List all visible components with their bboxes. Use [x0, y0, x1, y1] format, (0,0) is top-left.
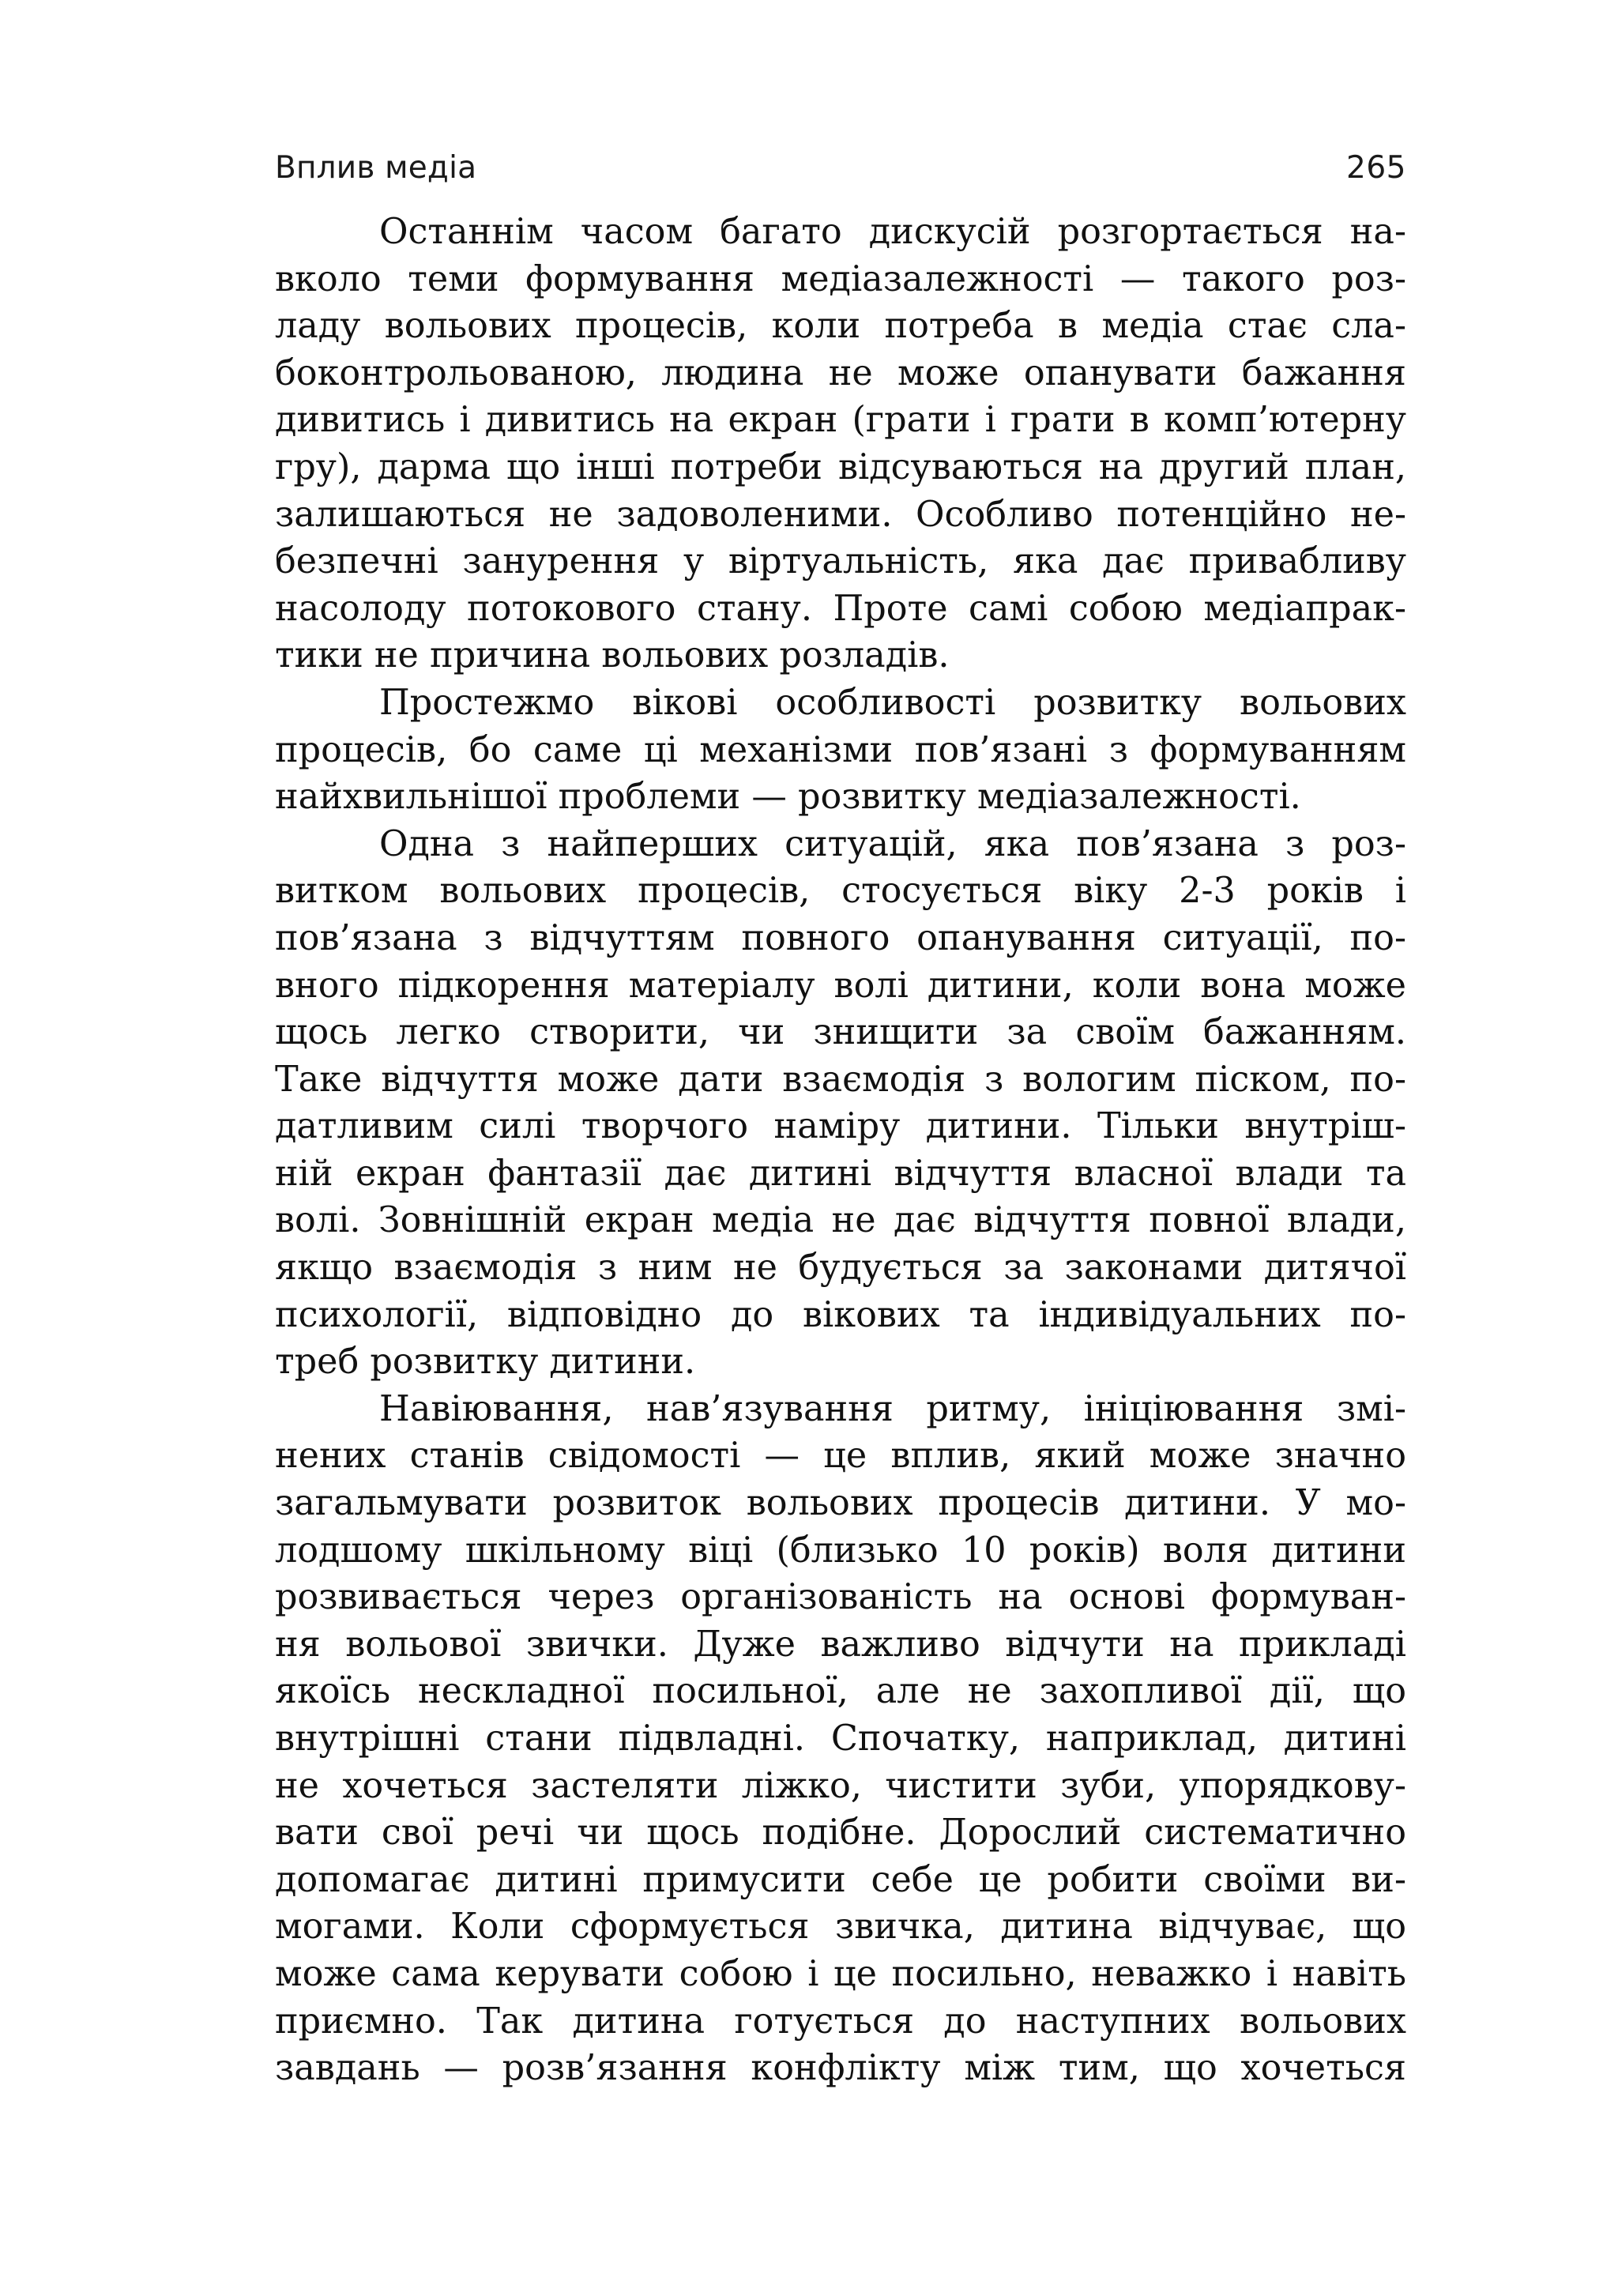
text-line: вколо теми формування медіазалежності — такого роз-: [275, 258, 1406, 299]
paragraph: [275, 679, 1406, 821]
text-line: допомагає дитині примусити себе це робити своїми ви-: [275, 1859, 1406, 1900]
paragraph: [275, 209, 1406, 679]
text-line: може сама керувати собою і це посильно, неважко і навіть: [275, 1953, 1406, 1994]
text-line: вного підкорення матеріалу волі дитини, коли вона може: [275, 965, 1406, 1006]
text-line: пов’язана з відчуттям повного опанування ситуації, по-: [275, 917, 1406, 958]
text-line: насолоду потокового стану. Проте самі собою медіапрак-: [275, 588, 1406, 629]
text-line: загальмувати розвиток вольових процесів дитини. У мо-: [275, 1483, 1406, 1524]
text-line: процесів, бо саме ці механізми пов’язані з формуванням: [275, 729, 1406, 770]
text-line: дивитись і дивитись на екран (грати і грати в комп’ютерну: [275, 400, 1406, 441]
paragraph: [275, 821, 1406, 1386]
text-line: Навіювання, нав’язування ритму, ініціювання змі-: [379, 1388, 1406, 1429]
text-line: безпечні занурення у віртуальність, яка дає привабливу: [275, 541, 1406, 582]
text-line: Одна з найперших ситуацій, яка пов’язана з роз-: [379, 823, 1406, 864]
text-line: найхвильнішої проблеми — розвитку медіазалежності.: [275, 777, 1301, 818]
text-line: лодшому шкільному віці (близько 10 років) воля дитини: [275, 1530, 1406, 1571]
running-header: [275, 150, 1406, 198]
text-line: завдань — розв’язання конфлікту між тим, що хочеться: [275, 2048, 1406, 2089]
text-line: якщо взаємодія з ним не будується за законами дитячої: [275, 1248, 1406, 1289]
text-line: залишаються не задоволеними. Особливо потенційно не-: [275, 494, 1406, 535]
page-number: 265: [1346, 150, 1406, 186]
text-line: приємно. Так дитина готується до наступних вольових: [275, 2001, 1406, 2042]
text-line: боконтрольованою, людина не може опанувати бажання: [275, 352, 1406, 393]
text-line: Останнім часом багато дискусій розгортається на-: [379, 212, 1406, 252]
text-line: ній екран фантазії дає дитині відчуття власної влади та: [275, 1153, 1406, 1194]
text-line: вати свої речі чи щось подібне. Дорослий систематично: [275, 1812, 1406, 1854]
text-line: тики не причина вольових розладів.: [275, 635, 950, 676]
text-line: волі. Зовнішній екран медіа не дає відчуття повної влади,: [275, 1200, 1406, 1241]
text-line: могами. Коли сформується звичка, дитина відчуває, що: [275, 1906, 1406, 1948]
text-line: гру), дарма що інші потреби відсуваються на другий план,: [275, 446, 1406, 487]
text-line: якоїсь нескладної посильної, але не захопливої дії, що: [275, 1671, 1406, 1712]
text-line: витком вольових процесів, стосується віку 2-3 років і: [275, 871, 1406, 912]
body-text: [275, 209, 1406, 2092]
text-line: не хочеться застеляти ліжко, чистити зуби, упорядкову-: [275, 1765, 1406, 1806]
text-line: щось легко створити, чи знищити за своїм бажанням.: [275, 1012, 1406, 1053]
text-line: нених станів свідомості — це вплив, який може значно: [275, 1436, 1406, 1477]
paragraph: [275, 1386, 1406, 2092]
text-line: Простежмо вікові особливості розвитку вольових: [379, 682, 1406, 723]
text-line: датливим силі творчого наміру дитини. Тільки внутріш-: [275, 1106, 1406, 1147]
text-line: треб розвитку дитини.: [275, 1342, 696, 1383]
text-line: ня вольової звички. Дуже важливо відчути на прикладі: [275, 1624, 1406, 1665]
text-line: Таке відчуття може дати взаємодія з вологим піском, по-: [275, 1059, 1406, 1100]
text-line: ладу вольових процесів, коли потреба в медіа стає сла-: [275, 306, 1406, 347]
text-line: внутрішні стани підвладні. Спочатку, наприклад, дитині: [275, 1718, 1406, 1759]
running-title: Вплив медіа: [275, 150, 477, 186]
text-line: психології, відповідно до вікових та індивідуальних по-: [275, 1294, 1406, 1335]
text-line: розвивається через організованість на основі формуван-: [275, 1577, 1406, 1618]
